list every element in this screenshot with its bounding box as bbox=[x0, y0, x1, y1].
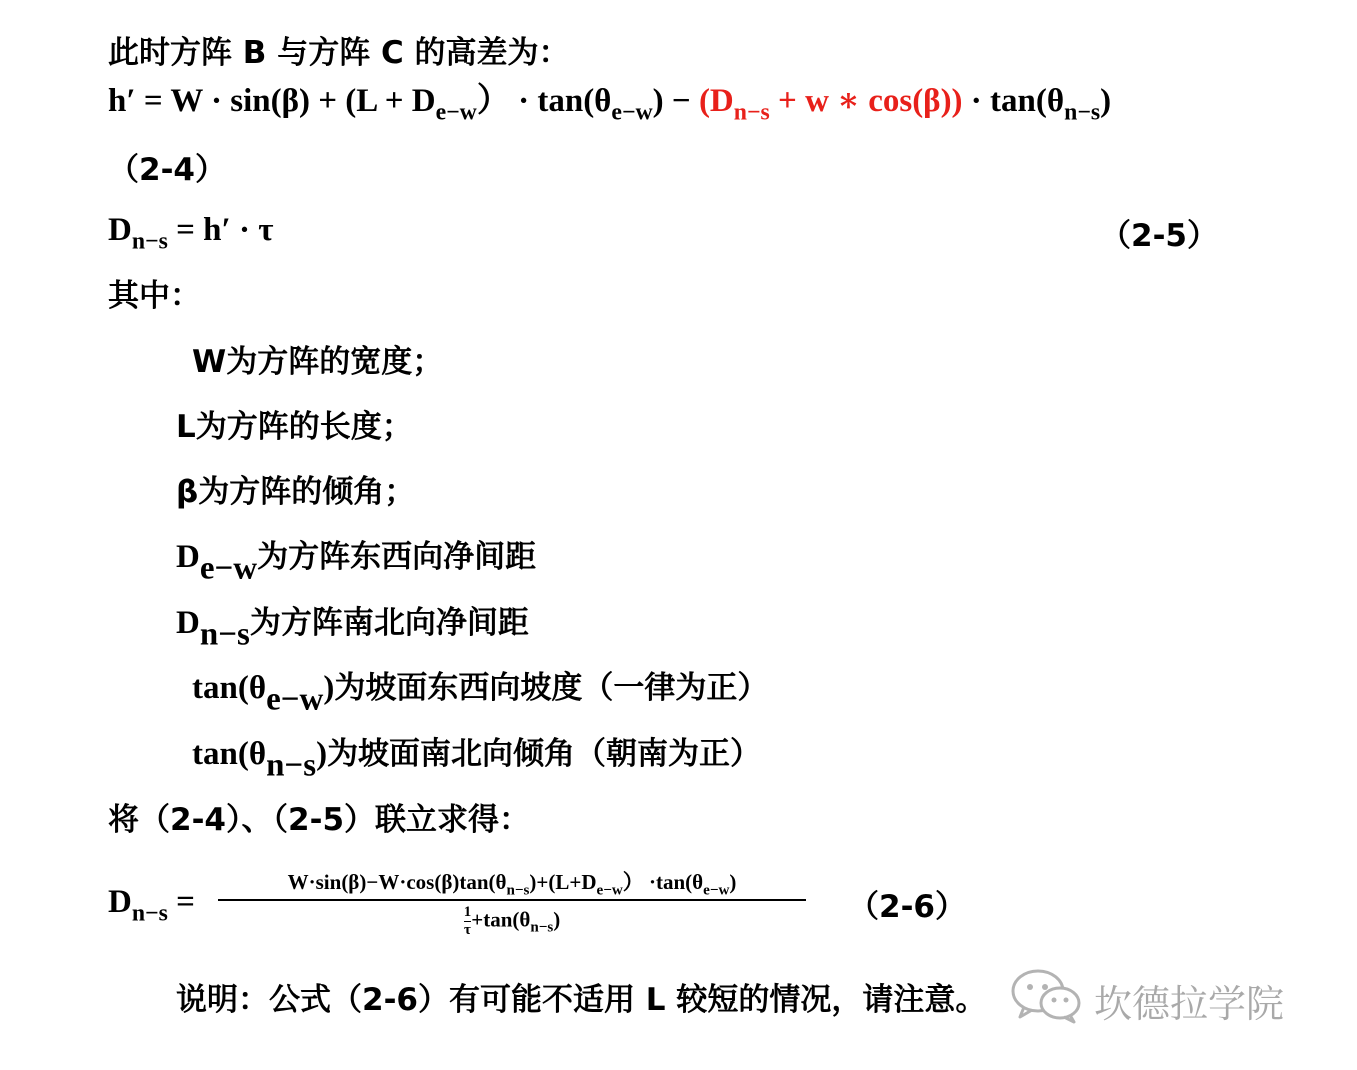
num-sub3: e−w bbox=[703, 882, 730, 899]
num-sub2: e−w bbox=[596, 882, 623, 899]
eq25-rhs: = h′ · τ bbox=[167, 212, 274, 248]
definition-l: L为方阵的长度； bbox=[176, 409, 413, 445]
eq24-sub: e−w bbox=[435, 99, 477, 126]
eq24-sub: e−w bbox=[611, 99, 653, 126]
note-text: 说明：公式（2-6）有可能不适用 L 较短的情况，请注意。 bbox=[176, 982, 987, 1018]
tns-text: 为坡面南北向倾角（朝南为正） bbox=[327, 736, 762, 772]
eq25-lhs-sub: n−s bbox=[131, 228, 168, 255]
equation-2-6-fraction bbox=[218, 868, 806, 938]
tew-symbol: tan(θ bbox=[192, 670, 267, 706]
equation-number-2-6: （2-6） bbox=[848, 889, 967, 925]
equation-2-4 bbox=[108, 81, 1112, 126]
num-sub1: n−s bbox=[506, 882, 530, 899]
wechat-icon bbox=[1010, 967, 1094, 1034]
num-a: W·sin(β)−W·cos(β)tan(θ bbox=[287, 870, 507, 894]
intro-text: 此时方阵 B 与方阵 C 的高差为： bbox=[108, 35, 570, 71]
eq24-tail-close: ) bbox=[1100, 83, 1112, 119]
eq25-lhs: D bbox=[108, 212, 132, 248]
definition-dew bbox=[176, 537, 537, 587]
definition-beta: β为方阵的倾角； bbox=[176, 474, 416, 510]
den-a: +tan(θ bbox=[471, 907, 531, 932]
dns-symbol: D bbox=[176, 605, 200, 641]
den-sub: n−s bbox=[530, 919, 554, 936]
equation-2-6-lhs bbox=[108, 882, 195, 927]
equation-2-5 bbox=[108, 210, 274, 255]
eq24-tail: · tan(θ bbox=[962, 83, 1065, 119]
definition-w: W为方阵的宽度； bbox=[192, 344, 444, 380]
dns-sub: n−s bbox=[199, 616, 250, 653]
definition-tan-ns bbox=[192, 734, 762, 784]
fraction-bar bbox=[218, 899, 806, 901]
tns-close: ) bbox=[316, 736, 328, 772]
num-b: )+(L+D bbox=[529, 870, 597, 894]
den-b: ) bbox=[553, 907, 561, 932]
eq26-lhs: D bbox=[108, 884, 132, 920]
eq26-lhs-sub: n−s bbox=[131, 900, 168, 927]
combine-text: 将（2-4）、（2-5）联立求得： bbox=[108, 802, 531, 838]
dew-text: 为方阵东西向净间距 bbox=[257, 539, 537, 575]
eq24-red-sub: n−s bbox=[733, 99, 770, 126]
eq24-red-a: (D bbox=[698, 83, 734, 119]
watermark-text: 坎德拉学院 bbox=[1094, 981, 1285, 1026]
fraction-denominator bbox=[218, 905, 806, 938]
tns-symbol: tan(θ bbox=[192, 736, 267, 772]
eq24-black-part: h′ = W · sin(β) + (L + D bbox=[108, 83, 436, 119]
equation-number-2-5: （2-5） bbox=[1100, 218, 1219, 254]
eq24-tail-sub: n−s bbox=[1064, 99, 1101, 126]
eq24-red-term bbox=[698, 83, 963, 126]
eq24-mid-part: ） · tan(θ bbox=[476, 83, 612, 119]
definition-tan-ew bbox=[192, 668, 769, 718]
equation-number-2-4: （2-4） bbox=[108, 152, 227, 188]
dew-symbol: D bbox=[176, 539, 200, 575]
tew-sub: e−w bbox=[266, 681, 324, 718]
eq24-close-minus: ) − bbox=[652, 83, 699, 119]
mini-den: τ bbox=[464, 922, 471, 938]
definition-dns bbox=[176, 603, 529, 653]
watermark bbox=[1010, 970, 1284, 1030]
where-label: 其中： bbox=[108, 278, 201, 314]
mini-num: 1 bbox=[463, 904, 472, 920]
tew-close: ) bbox=[323, 670, 335, 706]
tns-sub: n−s bbox=[266, 747, 317, 784]
num-d: ) bbox=[729, 870, 737, 894]
dns-text: 为方阵南北向净间距 bbox=[249, 605, 529, 641]
eq26-equals: = bbox=[167, 884, 195, 920]
fraction-numerator bbox=[218, 868, 806, 899]
tew-text: 为坡面东西向坡度（一律为正） bbox=[334, 670, 769, 706]
dew-sub: e−w bbox=[199, 550, 258, 587]
num-c: ） ·tan(θ bbox=[622, 870, 704, 894]
eq24-red-b: + w ∗ cos(β)) bbox=[769, 83, 963, 119]
